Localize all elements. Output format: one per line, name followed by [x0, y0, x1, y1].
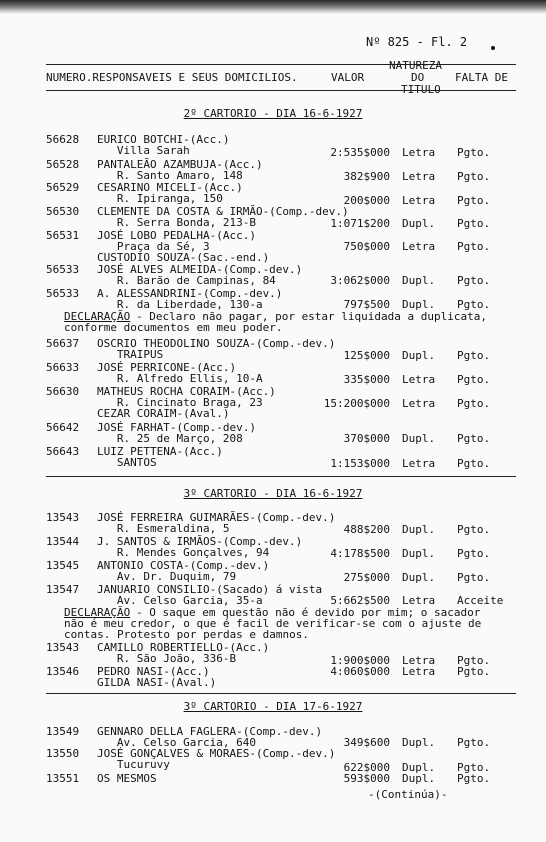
declaration-text: - O saque em questão não é devido por mim; o sacador	[136, 606, 481, 619]
entry-address: TRAIPUS	[97, 348, 164, 361]
scan-top-shadow	[0, 0, 546, 14]
entry-guarantor: GILDA NASI-(Aval.)	[97, 676, 217, 689]
entry-address: R. Barão de Campinas, 84	[97, 274, 276, 287]
entry-number: 56531	[46, 229, 80, 242]
entry-number: 13543	[46, 511, 80, 524]
entry-number: 13547	[46, 583, 80, 596]
entry-valor: 370$000	[343, 432, 390, 445]
section-title: 3º CARTORIO - DIA 16-6-1927	[183, 487, 363, 500]
header-top-rule	[46, 64, 516, 65]
entry-number: 56530	[46, 205, 80, 218]
entry-falta: Pgto.	[457, 194, 491, 207]
entry-falta: Pgto.	[457, 523, 491, 536]
entry-valor: 5:662$500	[330, 594, 390, 607]
section-title: 3º CARTORIO - DIA 17-6-1927	[183, 700, 363, 713]
header-bottom-rule	[46, 90, 516, 91]
entry-valor: 200$000	[343, 194, 390, 207]
entry-address: R. Santo Amaro, 148	[97, 169, 243, 182]
scan-speck	[491, 46, 495, 50]
entry-name: LUIZ PETTENA-(Acc.)	[97, 445, 223, 458]
entry-valor: 15:200$000	[323, 397, 390, 410]
section-title: 2º CARTORIO - DIA 16-6-1927	[183, 107, 363, 120]
entry-titulo: Letra	[402, 170, 436, 183]
declaration-text: não é meu credor, o que é facil de verificar-se com o ajuste de	[64, 617, 482, 630]
entry-falta: Pgto.	[457, 654, 491, 667]
declaration-label: DECLARAÇÃO	[64, 310, 131, 323]
entry-valor: 622$000	[343, 761, 390, 774]
entry-name: J. SANTOS & IRMÃOS-(Comp.-dev.)	[97, 535, 303, 548]
entry-titulo: Letra	[402, 397, 436, 410]
entry-titulo: Letra	[402, 373, 436, 386]
entry-number: 13551	[46, 772, 80, 785]
entry-valor: 750$000	[343, 240, 390, 253]
entry-valor: 2:535$000	[330, 146, 390, 159]
entry-number: 13543	[46, 641, 80, 654]
entry-falta: Pgto.	[457, 772, 491, 785]
entry-titulo: Letra	[402, 457, 436, 470]
declaration-label: DECLARAÇÃO	[64, 606, 131, 619]
entry-number: 13549	[46, 725, 80, 738]
entry-address: Tucuruvy	[97, 758, 170, 771]
entry-valor: 382$900	[343, 170, 390, 183]
header-falta: FALTA DE	[455, 71, 508, 84]
entry-name: GENNARO DELLA FAGLERA-(Comp.-dev.)	[97, 725, 323, 738]
entry-name: OSCRIO THEODOLINO SOUZA-(Comp.-dev.)	[97, 337, 336, 350]
entry-valor: 593$000	[343, 772, 390, 785]
entry-titulo: Letra	[402, 146, 436, 159]
entry-titulo: Dupl.	[402, 571, 436, 584]
entry-address: R. Cincinato Braga, 23	[97, 396, 263, 409]
entry-number: 56630	[46, 385, 80, 398]
entry-titulo: Dupl.	[402, 736, 436, 749]
entry-falta: Pgto.	[457, 571, 491, 584]
entry-valor: 3:062$000	[330, 274, 390, 287]
section-divider	[46, 693, 516, 694]
entry-titulo: Dupl.	[402, 772, 436, 785]
entry-number: 13550	[46, 747, 80, 760]
entry-valor: 4:178$500	[330, 547, 390, 560]
entry-valor: 4:060$000	[330, 665, 390, 678]
entry-valor: 349$600	[343, 736, 390, 749]
entry-falta: Pgto.	[457, 274, 491, 287]
entry-falta: Pgto.	[457, 665, 491, 678]
header-titulo: TITULO	[401, 83, 441, 96]
entry-number: 13546	[46, 665, 80, 678]
entry-valor: 335$000	[343, 373, 390, 386]
entry-name: EURICO BOTCHI-(Acc.)	[97, 133, 230, 146]
entry-number: 56642	[46, 421, 80, 434]
entry-falta: Pgto.	[457, 349, 491, 362]
entry-falta: Pgto.	[457, 547, 491, 560]
entry-falta: Pgto.	[457, 736, 491, 749]
entry-titulo: Dupl.	[402, 761, 436, 774]
entry-titulo: Letra	[402, 240, 436, 253]
entry-address: Villa Sarah	[97, 144, 190, 157]
entry-falta: Pgto.	[457, 373, 491, 386]
entry-valor: 797$500	[343, 298, 390, 311]
entry-number: 56529	[46, 181, 80, 194]
header-do: DO	[411, 71, 425, 84]
entry-titulo: Letra	[402, 194, 436, 207]
entry-titulo: Dupl.	[402, 523, 436, 536]
entry-titulo: Dupl.	[402, 432, 436, 445]
entry-address: R. Mendes Gonçalves, 94	[97, 546, 270, 559]
entry-valor: 488$200	[343, 523, 390, 536]
entry-name: JOSÉ GONÇALVES & MORAES-(Comp.-dev.)	[97, 747, 336, 760]
entry-address: Av. Dr. Duquim, 79	[97, 570, 237, 583]
entry-valor: 1:071$200	[330, 217, 390, 230]
entry-number: 56643	[46, 445, 80, 458]
entry-falta: Pgto.	[457, 240, 491, 253]
entry-number: 56533	[46, 263, 80, 276]
entry-address: Av. Celso Garcia, 640	[97, 736, 256, 749]
entry-falta: Pgto.	[457, 457, 491, 470]
entry-address: R. Esmeraldina, 5	[97, 522, 230, 535]
entry-name: JOSÉ LOBO PEDALHA-(Acc.)	[97, 229, 256, 242]
entry-falta: Pgto.	[457, 397, 491, 410]
entry-name: JOSÉ FERREIRA GUIMARÃES-(Comp.-dev.)	[97, 511, 336, 524]
entry-address: Praça da Sé, 3	[97, 240, 210, 253]
entry-name: ANTONIO COSTA-(Comp.-dev.)	[97, 559, 270, 572]
page-reference: Nº 825 - Fl. 2	[366, 35, 468, 49]
entry-falta: Pgto.	[457, 298, 491, 311]
entry-name: CESARINO MICELI-(Acc.)	[97, 181, 243, 194]
entry-name: CLEMENTE DA COSTA & IRMÃO-(Comp.-dev.)	[97, 205, 349, 218]
entry-valor: 1:153$000	[330, 457, 390, 470]
header-numero-responsaveis: NUMERO.RESPONSAVEIS E SEUS DOMICILIOS.	[46, 71, 298, 84]
declaration-text: conforme documentos em meu poder.	[64, 321, 283, 334]
entry-falta: Pgto.	[457, 761, 491, 774]
entry-name: JOSÉ ALVES ALMEIDA-(Comp.-dev.)	[97, 263, 303, 276]
entry-titulo: Dupl.	[402, 547, 436, 560]
entry-address: SANTOS	[97, 456, 157, 469]
entry-address: R. 25 de Março, 208	[97, 432, 243, 445]
entry-titulo: Letra	[402, 654, 436, 667]
entry-titulo: Letra	[402, 665, 436, 678]
section-divider	[46, 476, 516, 477]
entry-name: JOSÉ PERRICONE-(Acc.)	[97, 361, 237, 374]
entry-name: A. ALESSANDRINI-(Comp.-dev.)	[97, 287, 283, 300]
entry-titulo: Dupl.	[402, 217, 436, 230]
entry-titulo: Dupl.	[402, 298, 436, 311]
entry-address: Av. Celso Garcia, 35-a	[97, 594, 263, 607]
header-valor: VALOR	[331, 71, 365, 84]
entry-address: R. São João, 336-B	[97, 652, 237, 665]
entry-number: 56633	[46, 361, 80, 374]
entry-falta: Acceite	[457, 594, 504, 607]
entry-titulo: Letra	[402, 594, 436, 607]
entry-titulo: Dupl.	[402, 349, 436, 362]
entry-falta: Pgto.	[457, 146, 491, 159]
entry-address: R. Serra Bonda, 213-B	[97, 216, 256, 229]
declaration-text: - Declaro não pagar, por estar liquidada a duplicata,	[136, 310, 487, 323]
entry-falta: Pgto.	[457, 432, 491, 445]
header-natureza: NATUREZA	[389, 59, 442, 72]
entry-name: OS MESMOS	[97, 772, 157, 785]
entry-name: PANTALEÃO AZAMBUJA-(Acc.)	[97, 158, 263, 171]
entry-name: JANUARIO CONSILIO-(Sacado) á vista	[97, 583, 323, 596]
entry-address: R. Ipiranga, 150	[97, 192, 223, 205]
entry-name: CAMILLO ROBERTIELLO-(Acc.)	[97, 641, 270, 654]
entry-number: 56628	[46, 133, 80, 146]
entry-valor: 125$000	[343, 349, 390, 362]
entry-number: 56533	[46, 287, 80, 300]
entry-name: MATHEUS ROCHA CORAIM-(Acc.)	[97, 385, 276, 398]
continuation-note: -(Continúa)-	[368, 788, 448, 801]
entry-falta: Pgto.	[457, 217, 491, 230]
entry-name: PEDRO NASI-(Acc.)	[97, 665, 210, 678]
entry-number: 13544	[46, 535, 80, 548]
entry-address: R. Alfredo Ellis, 10-A	[97, 372, 263, 385]
entry-name: JOSÉ FARHAT-(Comp.-dev.)	[97, 421, 256, 434]
entry-endorser: CUSTODIO SOUZA-(Sac.-end.)	[97, 251, 270, 264]
entry-falta: Pgto.	[457, 170, 491, 183]
entry-valor: 1:900$000	[330, 654, 390, 667]
entry-titulo: Dupl.	[402, 274, 436, 287]
entry-number: 56528	[46, 158, 80, 171]
entry-address: R. da Liberdade, 130-a	[97, 298, 263, 311]
entry-number: 13545	[46, 559, 80, 572]
entry-valor: 275$000	[343, 571, 390, 584]
declaration-text: contas. Protesto por perdas e damnos.	[64, 628, 310, 641]
entry-guarantor: CEZAR CORAIM-(Aval.)	[97, 407, 230, 420]
entry-number: 56637	[46, 337, 80, 350]
